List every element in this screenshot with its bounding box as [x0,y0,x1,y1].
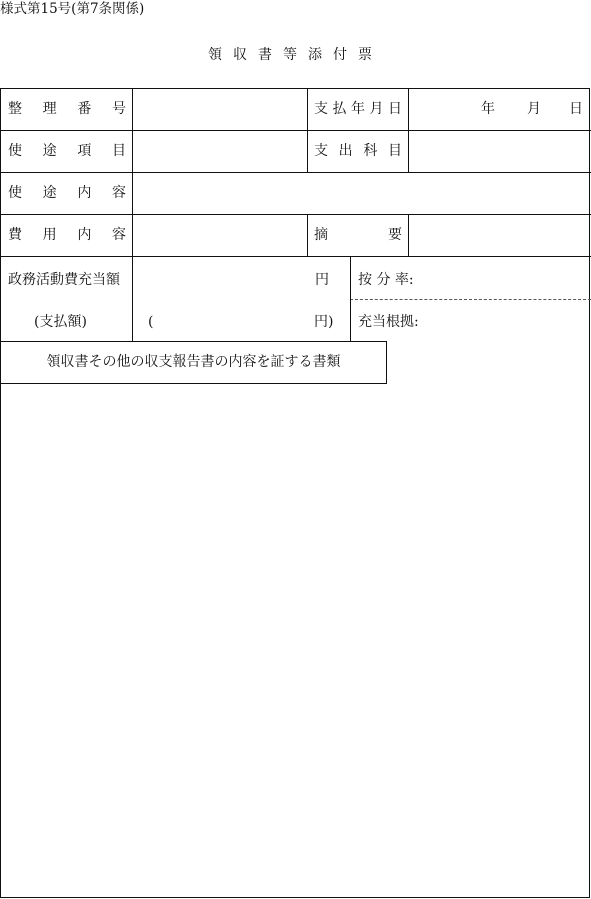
row-divider [0,256,591,257]
date-month-label: 月 [527,101,541,117]
column-divider [408,88,409,172]
evidence-documents-label: 領収書その他の収支報告書の内容を証する書類 [0,341,387,384]
dashed-divider [350,299,591,300]
yen-unit-paren-label: 円) [314,314,334,330]
label-anbun-ritsu: 按 分 率: [358,272,414,288]
yen-unit-label: 円 [315,272,329,288]
date-year-label: 年 [481,101,495,117]
label-seiri-bango: 整 理 番 号 [8,101,126,117]
date-day-label: 日 [569,101,583,117]
column-divider [408,214,409,256]
label-jutogaku: 政務活動費充当額 [8,272,120,288]
label-juto-konkyo: 充当根拠: [358,314,419,330]
column-divider [132,88,133,342]
column-divider [307,214,308,256]
label-hiyo-naiyo: 費 用 内 容 [8,227,126,243]
page-title: 領収書等添付票 [208,47,383,63]
row-divider [0,214,591,215]
label-shiharai-gaku: (支払額) [34,314,87,330]
column-divider [350,256,351,342]
form-table-frame [0,88,590,898]
column-divider [307,88,308,172]
paren-open-label: ( [148,314,154,330]
label-shishutsu-kamoku: 支 出 科 目 [314,143,402,159]
form-number-header: 様式第15号(第7条関係) [0,1,145,17]
label-tekiyo: 摘 要 [314,227,402,243]
row-divider [0,130,591,131]
row-divider [0,172,591,173]
label-shito-naiyo: 使 途 内 容 [8,185,126,201]
label-shito-komoku: 使 途 項 目 [8,143,126,159]
label-shiharai-date: 支 払 年 月 日 [314,101,402,117]
